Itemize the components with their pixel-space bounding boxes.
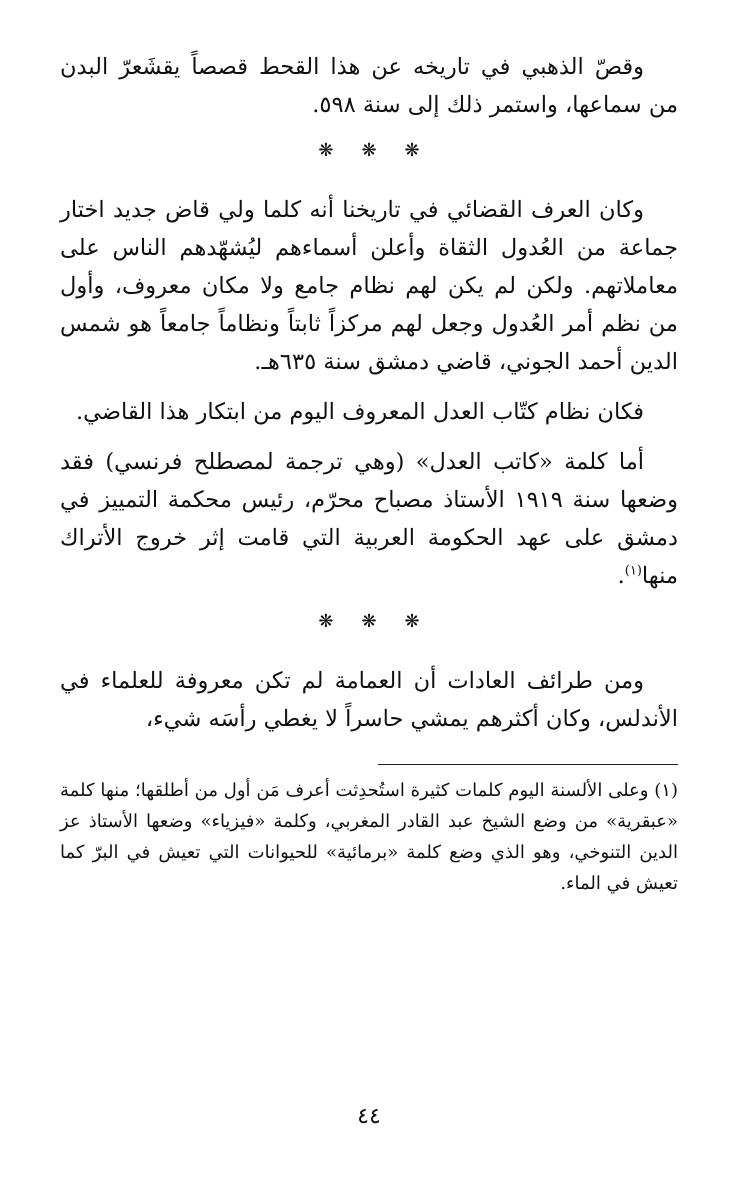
separator-star: ❋ xyxy=(361,140,377,161)
paragraph-judicial-custom: وكان العرف القضائي في تاريخنا أنه كلما ولي قاض جديد اختار جماعة من العُدول الثقاة وأعلن أسماءهم ليُشهّدهم الناس على معاملاتهم. ولكن لم يكن لهم نظام جامع ولا مكان معروف، وأول من نظم أمر العُدول وجعل لهم مركزاً ثابتاً ونظاماً جامعاً هو شمس الدين أحمد الجوني، قاضي دمشق سنة ٦٣٥هـ. xyxy=(60,197,678,375)
footnote-reference[interactable]: (١) xyxy=(624,563,642,579)
paragraph-notary-system: فكان نظام كتّاب العدل المعروف اليوم من ابتكار هذا القاضي. xyxy=(75,399,644,425)
footnote-divider xyxy=(378,764,678,765)
paragraph-famine: وقصّ الذهبي في تاريخه عن هذا القحط قصصاً يقشَعرّ البدن من سماعها، واستمر ذلك إلى سنة ٥٩٨. xyxy=(60,54,678,118)
separator-star: ❋ xyxy=(318,140,334,161)
separator-star: ❋ xyxy=(404,140,420,161)
footnote: (١) وعلى الألسنة اليوم كلمات كثيرة استُحدِثت أعرف مَن أول من أطلقها؛ منها كلمة «عبقرية» من وضع الشيخ عبد القادر المغربي، وكلمة «فيزياء» وضعها الأستاذ عز الدين التنوخي، وهو الذي وضع كلمة «برمائية» للحيوانات التي تعيش في البرّ كما تعيش في الماء. xyxy=(60,780,678,894)
paragraph-end-mark: . xyxy=(617,563,625,589)
book-page xyxy=(60,48,678,1193)
section-separator xyxy=(60,611,678,632)
paragraph-turban: ومن طرائف العادات أن العمامة لم تكن معروفة للعلماء في الأندلس، وكان أكثرهم يمشي حاسراً لا يغطي رأسَه شيء، xyxy=(60,668,678,732)
separator-star: ❋ xyxy=(361,611,377,632)
separator-star: ❋ xyxy=(404,611,420,632)
separator-star: ❋ xyxy=(318,611,334,632)
page-number: ٤٤ xyxy=(357,1104,381,1129)
paragraph-notary-term-text: أما كلمة «كاتب العدل» (وهي ترجمة لمصطلح فرنسي) فقد وضعها سنة ١٩١٩ الأستاذ مصباح محرّم، رئيس محكمة التمييز في دمشق على عهد الحكومة العربية التي قامت إثر خروج الأتراك منها xyxy=(60,449,678,589)
paragraph-notary-term xyxy=(60,443,678,595)
section-separator xyxy=(60,140,678,161)
